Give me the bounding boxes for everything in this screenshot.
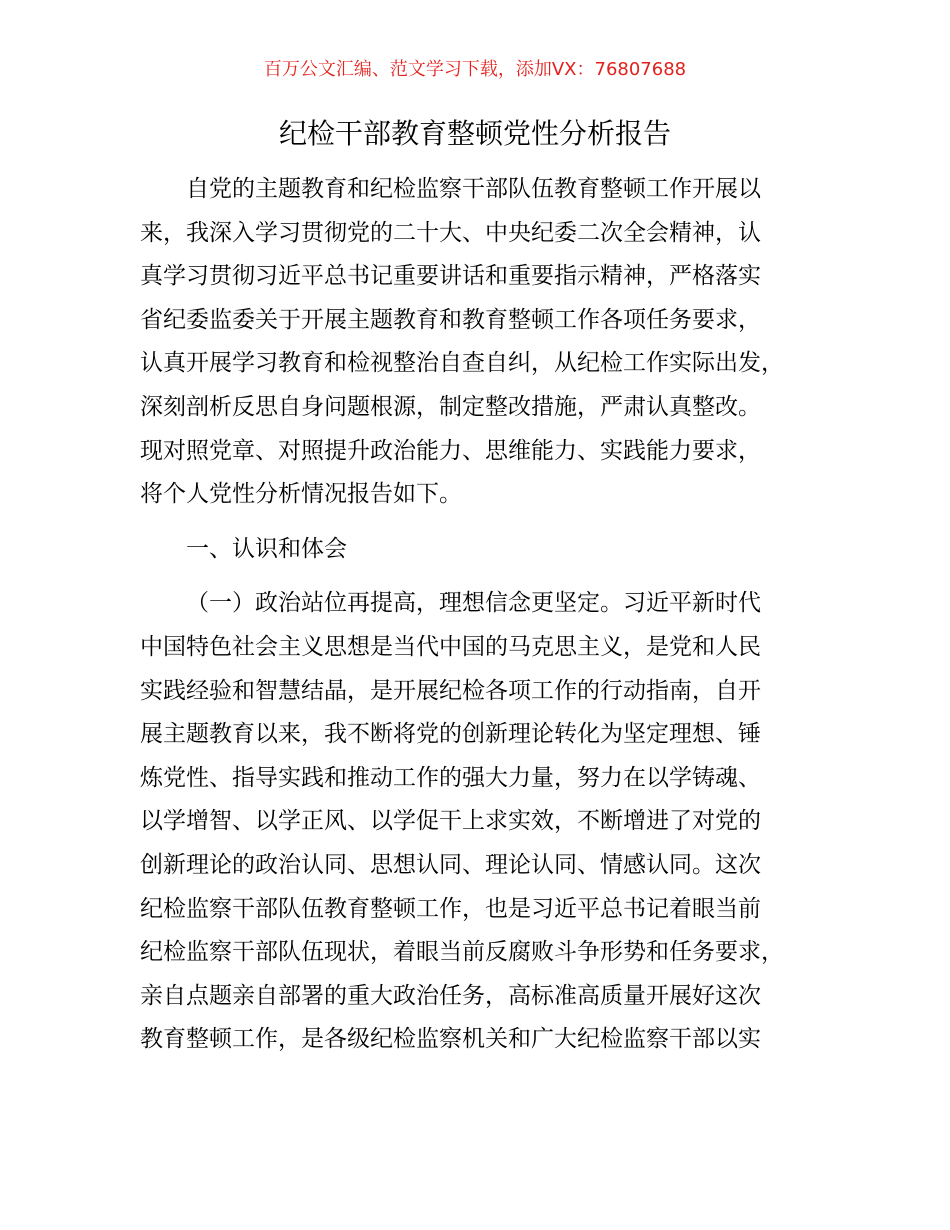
paragraph-line: 将个人党性分析情况报告如下。: [140, 481, 462, 508]
paragraph-line: 教育整顿工作，是各级纪检监察机关和广大纪检监察干部以实: [140, 1026, 761, 1053]
paragraph-line: 纪检监察干部队伍教育整顿工作，也是习近平总书记着眼当前: [140, 895, 761, 922]
paragraph-intro: [140, 168, 830, 517]
paragraph-line: 炼党性、指导实践和推动工作的强大力量，努力在以学铸魂、: [140, 764, 761, 791]
paragraph-line: 自党的主题教育和纪检监察干部队伍教育整顿工作开展以: [186, 176, 761, 202]
paragraph-line: 展主题教育以来，我不断将党的创新理论转化为坚定理想、锤: [140, 721, 761, 748]
document-title: 纪检干部教育整顿党性分析报告: [278, 117, 671, 150]
paragraph-line: 创新理论的政治认同、思想认同、理论认同、情感认同。这次: [140, 851, 761, 878]
paragraph-line: 纪检监察干部队伍现状，着眼当前反腐败斗争形势和任务要求，: [140, 939, 784, 966]
paragraph-political-stance: [140, 582, 830, 1062]
paragraph-line: 以学增智、以学正风、以学促干上求实效，不断增进了对党的: [140, 808, 761, 835]
paragraph-line: 亲自点题亲自部署的重大政治任务，高标准高质量开展好这次: [140, 982, 761, 1009]
paragraph-line: 深刻剖析反思自身问题根源，制定整改措施，严肃认真整改。: [140, 393, 761, 420]
header-watermark-note: 百万公文汇编、范文学习下载，添加VX：76807688: [263, 59, 687, 80]
section-heading: 一、认识和体会: [186, 535, 347, 562]
paragraph-line: 认真开展学习教育和检视整治自查自纠，从纪检工作实际出发，: [140, 350, 784, 377]
document-body: [140, 168, 830, 1062]
paragraph-line: 来，我深入学习贯彻党的二十大、中央纪委二次全会精神，认: [140, 219, 761, 246]
paragraph-line: 现对照党章、对照提升政治能力、思维能力、实践能力要求，: [140, 437, 761, 464]
paragraph-line: 实践经验和智慧结晶，是开展纪检各项工作的行动指南，自开: [140, 677, 761, 704]
paragraph-line: 省纪委监委关于开展主题教育和教育整顿工作各项任务要求，: [140, 306, 761, 333]
paragraph-line: （一）政治站位再提高，理想信念更坚定。习近平新时代: [186, 590, 761, 617]
paragraph-line: 中国特色社会主义思想是当代中国的马克思主义，是党和人民: [140, 633, 761, 660]
paragraph-line: 真学习贯彻习近平总书记重要讲话和重要指示精神，严格落实: [140, 263, 761, 290]
